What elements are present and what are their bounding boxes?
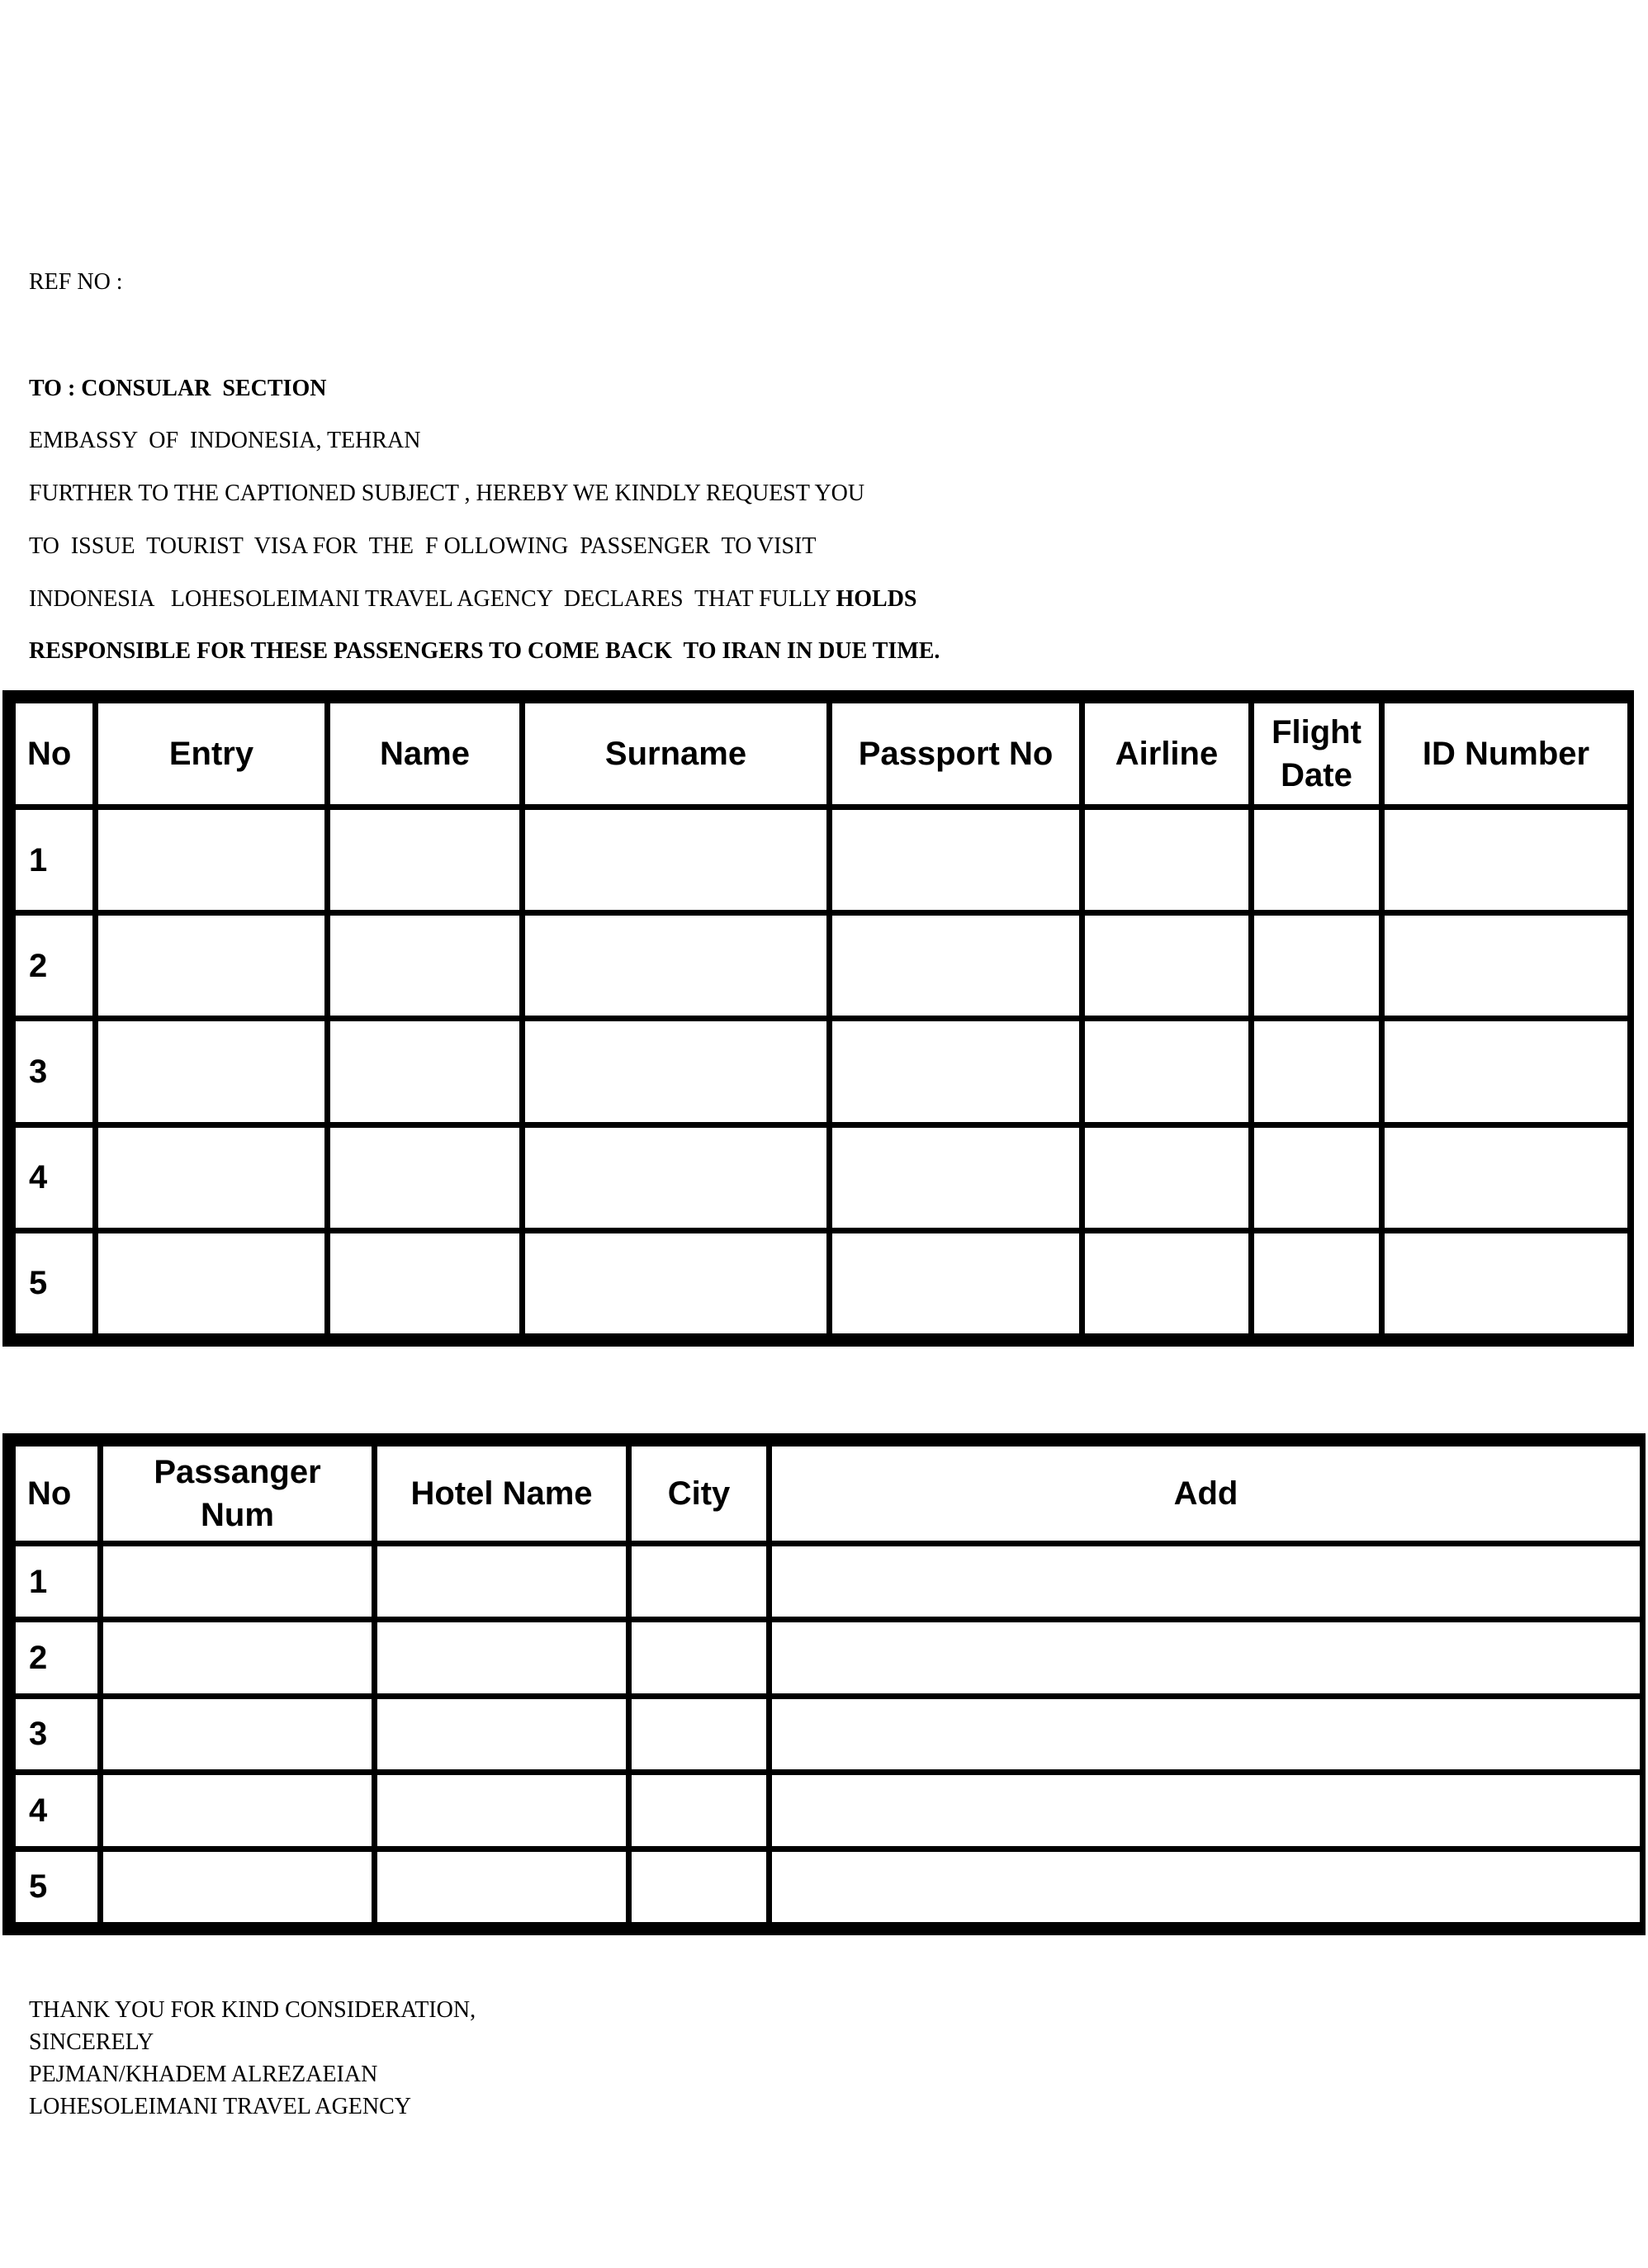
body-line-3-text: INDONESIA LOHESOLEIMANI TRAVEL AGENCY DECLARES THAT FULLY [29, 586, 836, 612]
table-row [14, 1850, 1641, 1924]
flight-date-cell[interactable] [1253, 1232, 1380, 1335]
airline-cell[interactable] [1083, 914, 1250, 1017]
entry-cell[interactable] [97, 1232, 326, 1335]
ref-no-label: REF NO : [29, 269, 123, 295]
city-cell[interactable] [630, 1621, 768, 1694]
row-number: 5 [14, 1232, 94, 1335]
hotel-table-header [14, 1445, 1641, 1542]
passport-cell[interactable] [831, 1126, 1081, 1229]
col-header-add: Add [770, 1445, 1641, 1542]
row-number: 5 [14, 1850, 99, 1924]
col-header-entry: Entry [97, 702, 326, 806]
city-cell[interactable] [630, 1773, 768, 1847]
city-cell[interactable] [630, 1697, 768, 1771]
table-row [14, 1126, 1629, 1229]
address-cell[interactable] [770, 1621, 1641, 1694]
row-number: 1 [14, 1545, 99, 1618]
passenger-table [2, 690, 1634, 1347]
passport-cell[interactable] [831, 914, 1081, 1017]
col-header-passport-no: Passport No [831, 702, 1081, 806]
body-line-2: TO ISSUE TOURIST VISA FOR THE F OLLOWING PASSENGER TO VISIT [29, 533, 817, 559]
name-cell[interactable] [329, 1020, 521, 1123]
entry-cell[interactable] [97, 914, 326, 1017]
passanger-num-cell[interactable] [102, 1850, 373, 1924]
embassy-line: EMBASSY OF INDONESIA, TEHRAN [29, 428, 421, 453]
entry-cell[interactable] [97, 808, 326, 911]
col-header-no: No [14, 1445, 99, 1542]
airline-cell[interactable] [1083, 1126, 1250, 1229]
address-cell[interactable] [770, 1773, 1641, 1847]
id-number-cell[interactable] [1383, 1020, 1629, 1123]
col-header-name: Name [329, 702, 521, 806]
city-cell[interactable] [630, 1545, 768, 1618]
col-header-passanger-num: Passanger Num [102, 1445, 373, 1542]
col-header-id-number: ID Number [1383, 702, 1629, 806]
hotel-name-cell[interactable] [376, 1621, 627, 1694]
flight-date-cell[interactable] [1253, 1020, 1380, 1123]
hotel-table [2, 1433, 1646, 1935]
row-number: 3 [14, 1020, 94, 1123]
body-line-3-bold: HOLDS [836, 586, 917, 612]
col-header-surname: Surname [523, 702, 828, 806]
city-cell[interactable] [630, 1850, 768, 1924]
col-header-city: City [630, 1445, 768, 1542]
agency-name: LOHESOLEIMANI TRAVEL AGENCY [29, 2094, 412, 2119]
id-number-cell[interactable] [1383, 1232, 1629, 1335]
table-row [14, 1773, 1641, 1847]
id-number-cell[interactable] [1383, 808, 1629, 911]
passanger-num-cell[interactable] [102, 1621, 373, 1694]
airline-cell[interactable] [1083, 1020, 1250, 1123]
name-cell[interactable] [329, 1232, 521, 1335]
closing-block [29, 1994, 476, 2123]
flight-date-cell[interactable] [1253, 808, 1380, 911]
signatory-name: PEJMAN/KHADEM ALREZAEIAN [29, 2062, 378, 2087]
passport-cell[interactable] [831, 808, 1081, 911]
passport-cell[interactable] [831, 1232, 1081, 1335]
id-number-cell[interactable] [1383, 1126, 1629, 1229]
row-number: 1 [14, 808, 94, 911]
row-number: 4 [14, 1773, 99, 1847]
id-number-cell[interactable] [1383, 914, 1629, 1017]
table-row [14, 1621, 1641, 1694]
recipient-line: TO : CONSULAR SECTION [29, 376, 327, 401]
passenger-table-header [14, 702, 1629, 806]
address-cell[interactable] [770, 1545, 1641, 1618]
surname-cell[interactable] [523, 1020, 828, 1123]
surname-cell[interactable] [523, 914, 828, 1017]
surname-cell[interactable] [523, 1232, 828, 1335]
entry-cell[interactable] [97, 1020, 326, 1123]
table-row [14, 1545, 1641, 1618]
surname-cell[interactable] [523, 1126, 828, 1229]
body-line-3 [29, 586, 917, 613]
surname-cell[interactable] [523, 808, 828, 911]
name-cell[interactable] [329, 808, 521, 911]
col-header-no: No [14, 702, 94, 806]
table-row [14, 808, 1629, 911]
col-header-hotel-name: Hotel Name [376, 1445, 627, 1542]
passport-cell[interactable] [831, 1020, 1081, 1123]
passanger-num-cell[interactable] [102, 1773, 373, 1847]
passanger-num-cell[interactable] [102, 1697, 373, 1771]
hotel-name-cell[interactable] [376, 1850, 627, 1924]
row-number: 3 [14, 1697, 99, 1771]
flight-date-cell[interactable] [1253, 1126, 1380, 1229]
table-row [14, 1697, 1641, 1771]
table-row [14, 1020, 1629, 1123]
hotel-name-cell[interactable] [376, 1773, 627, 1847]
closing-sincerely: SINCERELY [29, 2029, 154, 2055]
col-header-flight-date: Flight Date [1253, 702, 1380, 806]
airline-cell[interactable] [1083, 1232, 1250, 1335]
name-cell[interactable] [329, 1126, 521, 1229]
entry-cell[interactable] [97, 1126, 326, 1229]
flight-date-cell[interactable] [1253, 914, 1380, 1017]
body-line-4: RESPONSIBLE FOR THESE PASSENGERS TO COME BACK TO IRAN IN DUE TIME. [29, 638, 940, 664]
passanger-num-cell[interactable] [102, 1545, 373, 1618]
hotel-name-cell[interactable] [376, 1697, 627, 1771]
name-cell[interactable] [329, 914, 521, 1017]
address-cell[interactable] [770, 1697, 1641, 1771]
row-number: 4 [14, 1126, 94, 1229]
col-header-airline: Airline [1083, 702, 1250, 806]
body-line-1: FURTHER TO THE CAPTIONED SUBJECT , HEREBY WE KINDLY REQUEST YOU [29, 481, 865, 506]
row-number: 2 [14, 1621, 99, 1694]
row-number: 2 [14, 914, 94, 1017]
closing-thanks: THANK YOU FOR KIND CONSIDERATION, [29, 1997, 476, 2023]
table-row [14, 1232, 1629, 1335]
address-cell[interactable] [770, 1850, 1641, 1924]
airline-cell[interactable] [1083, 808, 1250, 911]
hotel-name-cell[interactable] [376, 1545, 627, 1618]
table-row [14, 914, 1629, 1017]
